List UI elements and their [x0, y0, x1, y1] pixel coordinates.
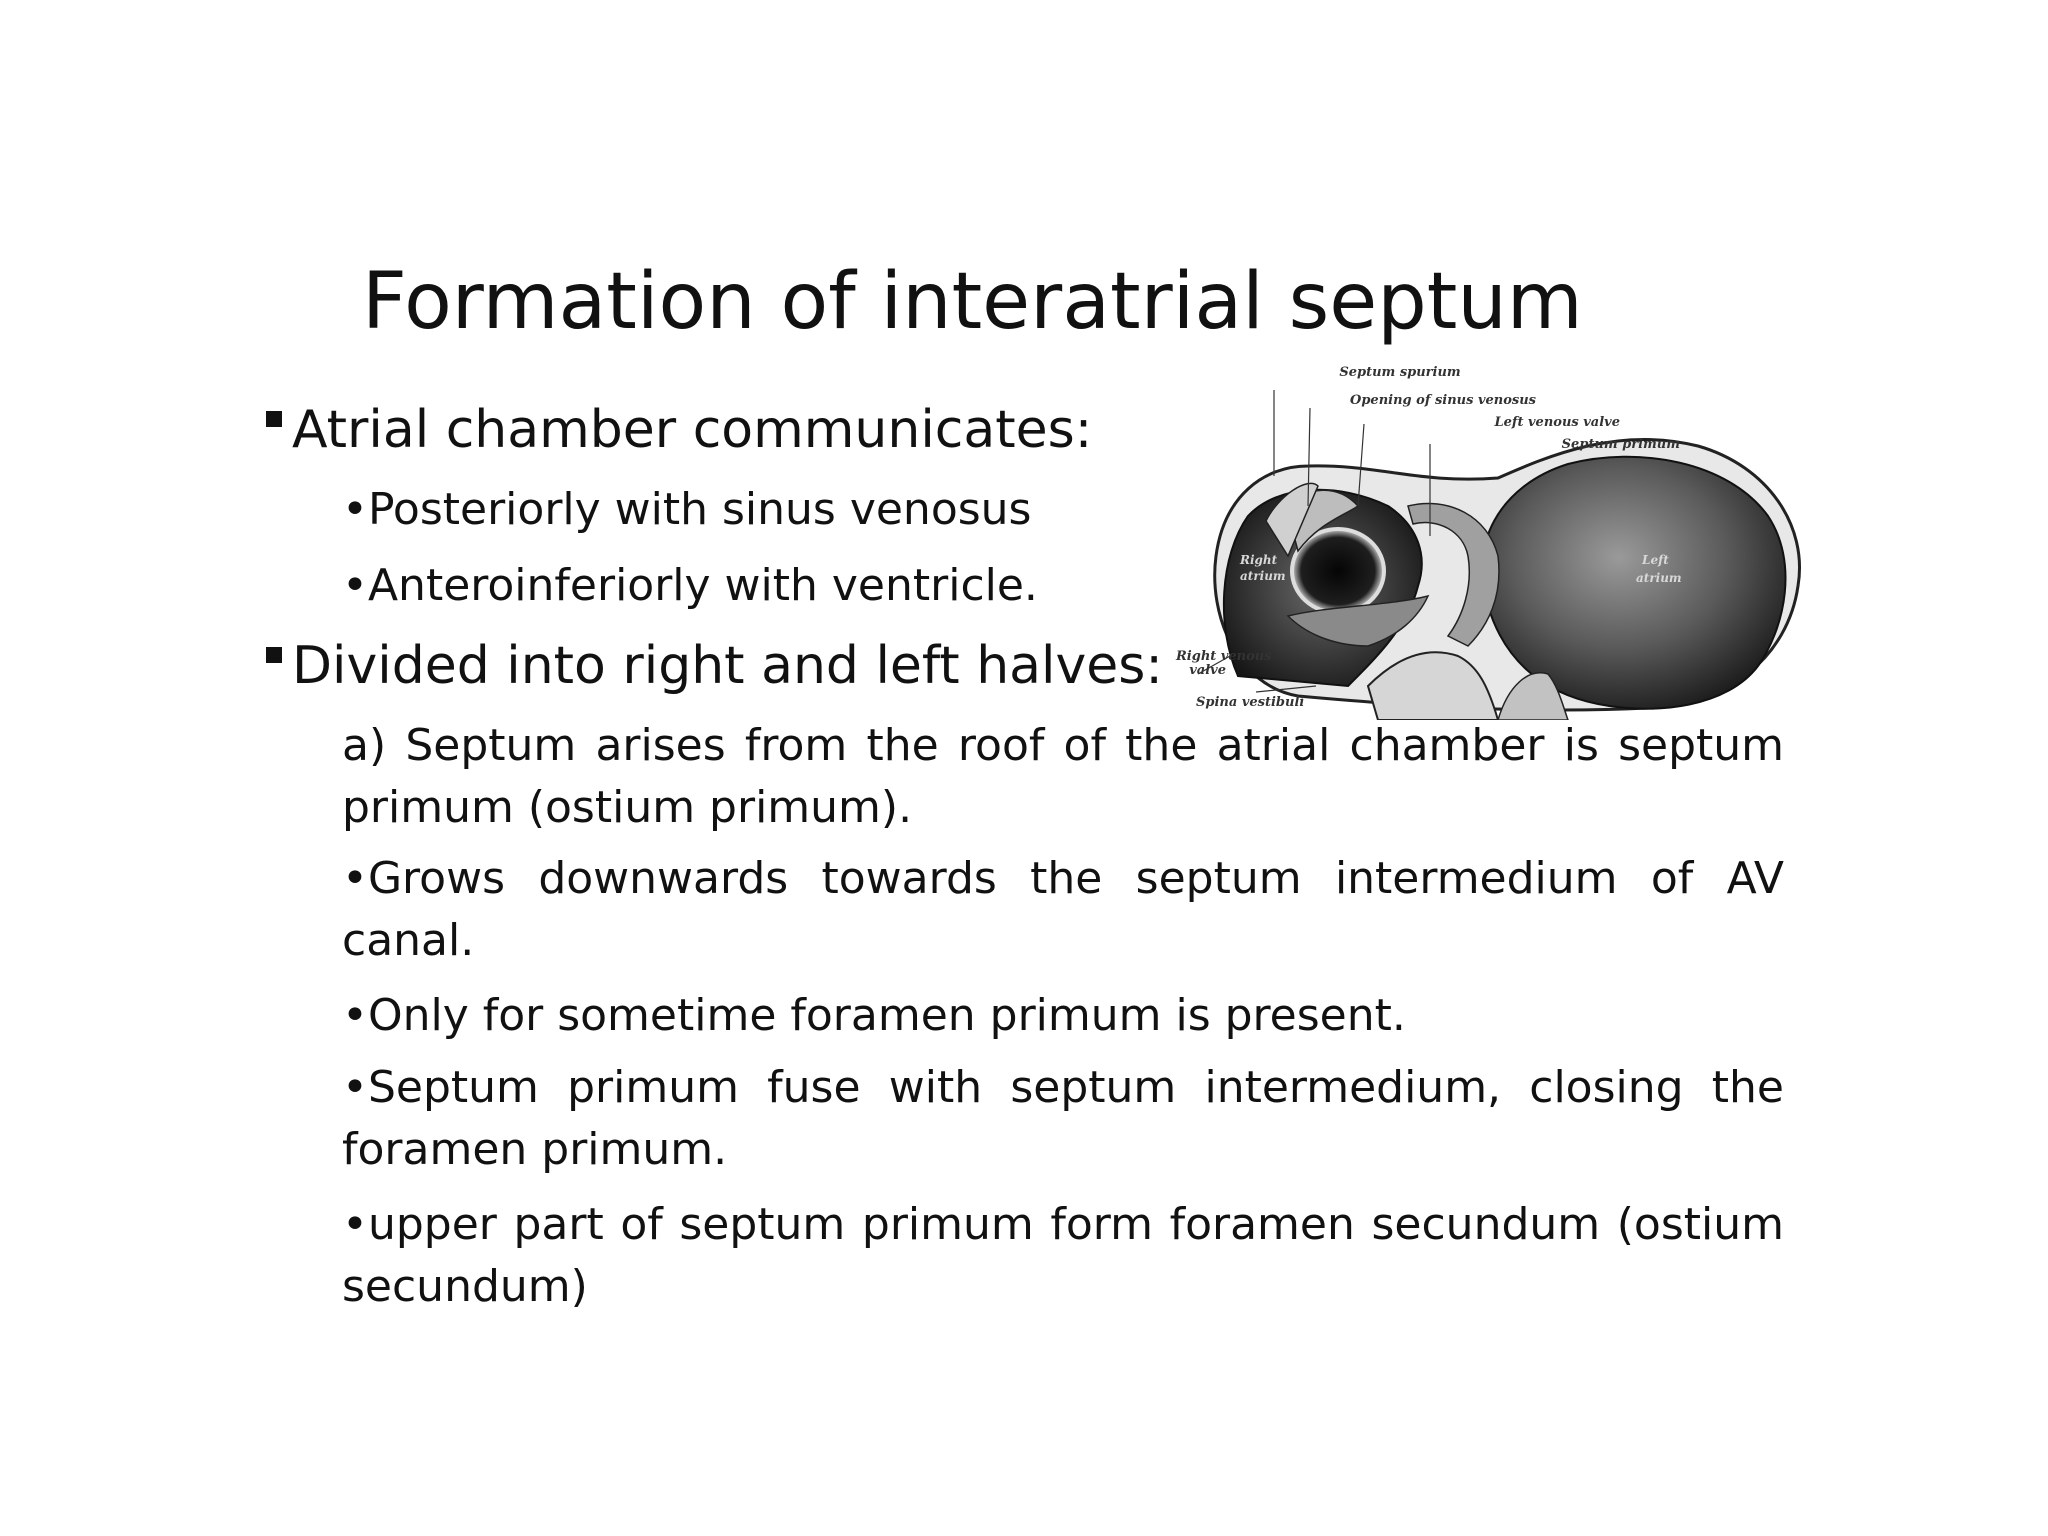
para-grows-downwards: •Grows downwards towards the septum intermedium of AV canal. [342, 853, 1784, 966]
label-left-atrium-2: atrium [1636, 571, 1682, 585]
heart-septum-illustration [1168, 356, 1808, 720]
slide-title: Formation of interatrial septum [362, 257, 1583, 347]
subbullet-posteriorly: •Posteriorly with sinus venosus [342, 484, 1032, 535]
subbullet-anteroinferiorly: •Anteroinferiorly with ventricle. [342, 560, 1038, 611]
label-left-atrium-1: Left [1642, 553, 1669, 567]
bullet-text: Atrial chamber communicates: [292, 400, 1093, 460]
square-bullet-icon [266, 411, 282, 427]
label-right-venous-valve-2: valve [1189, 663, 1226, 678]
para-septum-arises: a) Septum arises from the roof of the atrial chamber is septum primum (ostium primum). [342, 720, 1784, 833]
bullet-divided [266, 634, 1163, 698]
bullet-atrial-chamber [266, 398, 1092, 462]
square-bullet-icon [266, 647, 282, 663]
label-right-venous-valve-1: Right venous [1176, 649, 1272, 664]
label-right-atrium-2: atrium [1240, 569, 1286, 583]
para-septum-primum-fuse: •Septum primum fuse with septum intermedium, closing the foramen primum. [342, 1062, 1784, 1175]
label-septum-primum: Septum primum [1561, 437, 1680, 452]
left-atrium-chamber [1482, 457, 1786, 709]
label-spina-vestibuli: Spina vestibuli [1196, 695, 1305, 710]
label-left-venous-valve: Left venous valve [1494, 415, 1620, 430]
label-right-atrium-1: Right [1240, 553, 1278, 567]
para-only-for-sometime: •Only for sometime foramen primum is present. [342, 990, 1406, 1041]
label-septum-spurium: Septum spurium [1339, 365, 1461, 380]
label-opening-sinus-venosus: Opening of sinus venosus [1350, 393, 1536, 408]
bullet-text: Divided into right and left halves: [292, 636, 1163, 696]
para-upper-part: •upper part of septum primum form foramen secundum (ostium secundum) [342, 1199, 1784, 1312]
